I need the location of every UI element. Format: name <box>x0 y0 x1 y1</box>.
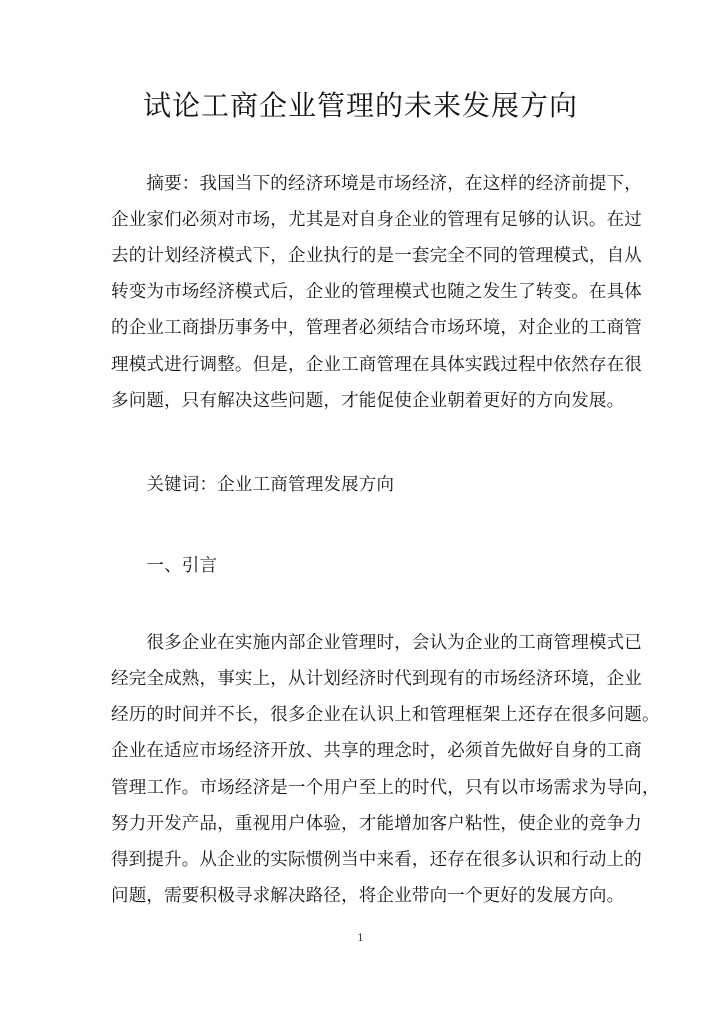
abstract-line: 理模式进行调整。但是，企业工商管理在具体实践过程中依然存在很 <box>111 355 642 375</box>
intro-line: 问题，需要积极寻求解决路径，将企业带向一个更好的发展方向。 <box>111 886 625 906</box>
abstract-line: 的企业工商掛历事务中，管理者必须结合市场环境，对企业的工商管 <box>111 318 642 338</box>
intro-line: 很多企业在实施内部企业管理时，会认为企业的工商管理模式已 <box>111 633 642 653</box>
intro-line: 经历的时间并不长，很多企业在认识上和管理框架上还存在很多问题。 <box>111 705 660 725</box>
abstract-line: 转变为市场经济模式后，企业的管理模式也随之发生了转变。在具体 <box>111 282 642 302</box>
document-title: 试论工商企业管理的未来发展方向 <box>142 89 578 122</box>
abstract-line: 摘要：我国当下的经济环境是市场经济，在这样的经济前提下， <box>111 174 642 194</box>
intro-line: 企业在适应市场经济开放、共享的理念时，必须首先做好自身的工商 <box>111 741 642 761</box>
keywords-line: 关键词：企业工商管理发展方向 <box>111 475 395 495</box>
intro-line: 经完全成熟，事实上，从计划经济时代到现有的市场经济环境，企业 <box>111 669 642 689</box>
abstract-line: 多问题，只有解决这些问题，才能促使企业朝着更好的方向发展。 <box>111 391 625 411</box>
abstract-line: 企业家们必须对市场，尤其是对自身企业的管理有足够的认识。在过 <box>111 210 642 230</box>
page-number: 1 <box>357 933 364 944</box>
section-heading: 一、引言 <box>111 556 218 576</box>
intro-line: 管理工作。市场经济是一个用户至上的时代，只有以市场需求为导向， <box>111 778 660 798</box>
abstract-line: 去的计划经济模式下，企业执行的是一套完全不同的管理模式，自从 <box>111 246 642 266</box>
intro-line: 得到提升。从企业的实际惯例当中来看，还存在很多认识和行动上的 <box>111 850 642 870</box>
intro-line: 努力开发产品，重视用户体验，才能增加客户粘性，使企业的竞争力 <box>111 814 642 834</box>
